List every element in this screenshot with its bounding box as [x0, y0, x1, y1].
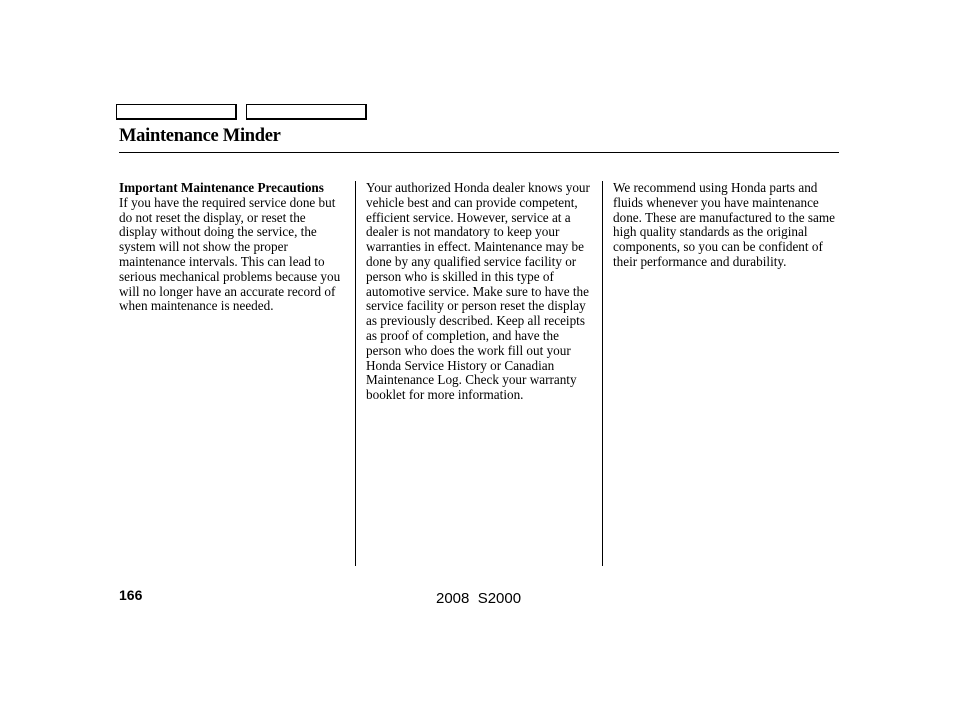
column-dealer: [366, 181, 592, 403]
column-divider: [355, 181, 356, 566]
footer-model: 2008 S2000: [436, 590, 522, 607]
column-divider: [602, 181, 603, 566]
column-parts: [613, 181, 839, 270]
title-underline: [119, 152, 839, 153]
paragraph-parts: We recommend using Honda parts and fluids whenever you have maintenance done. These are manufactured to the same high quality standards as the original components, so you can be confident of their performance and durability.: [613, 180, 836, 269]
nav-button-previous[interactable]: [116, 104, 237, 120]
subheading-precautions: Important Maintenance Precautions: [119, 180, 324, 195]
paragraph-precautions: If you have the required service done but do not reset the display, or reset the display without doing the service, the system will not show the proper maintenance intervals. This can lead to serious mechanical problems because you will no longer have an accurate record of when maintenance is needed.: [119, 194, 341, 314]
nav-button-next[interactable]: [246, 104, 367, 120]
page-title: Maintenance Minder: [119, 126, 281, 146]
column-precautions: [119, 181, 345, 314]
paragraph-dealer: Your authorized Honda dealer knows your vehicle best and can provide competent, efficient service. However, service at a dealer is not mandatory to keep your warranties in effect. Maintenance may be done by any qualified service facility or person who is skilled in this type of automotive service. Make sure to have the service facility or person reset the display as previously described. Keep all receipts as proof of completion, and have the person who does the work fill out your Honda Service History or Canadian Maintenance Log. Check your warranty booklet for more information.: [366, 180, 590, 403]
page-number: 166: [119, 587, 143, 603]
